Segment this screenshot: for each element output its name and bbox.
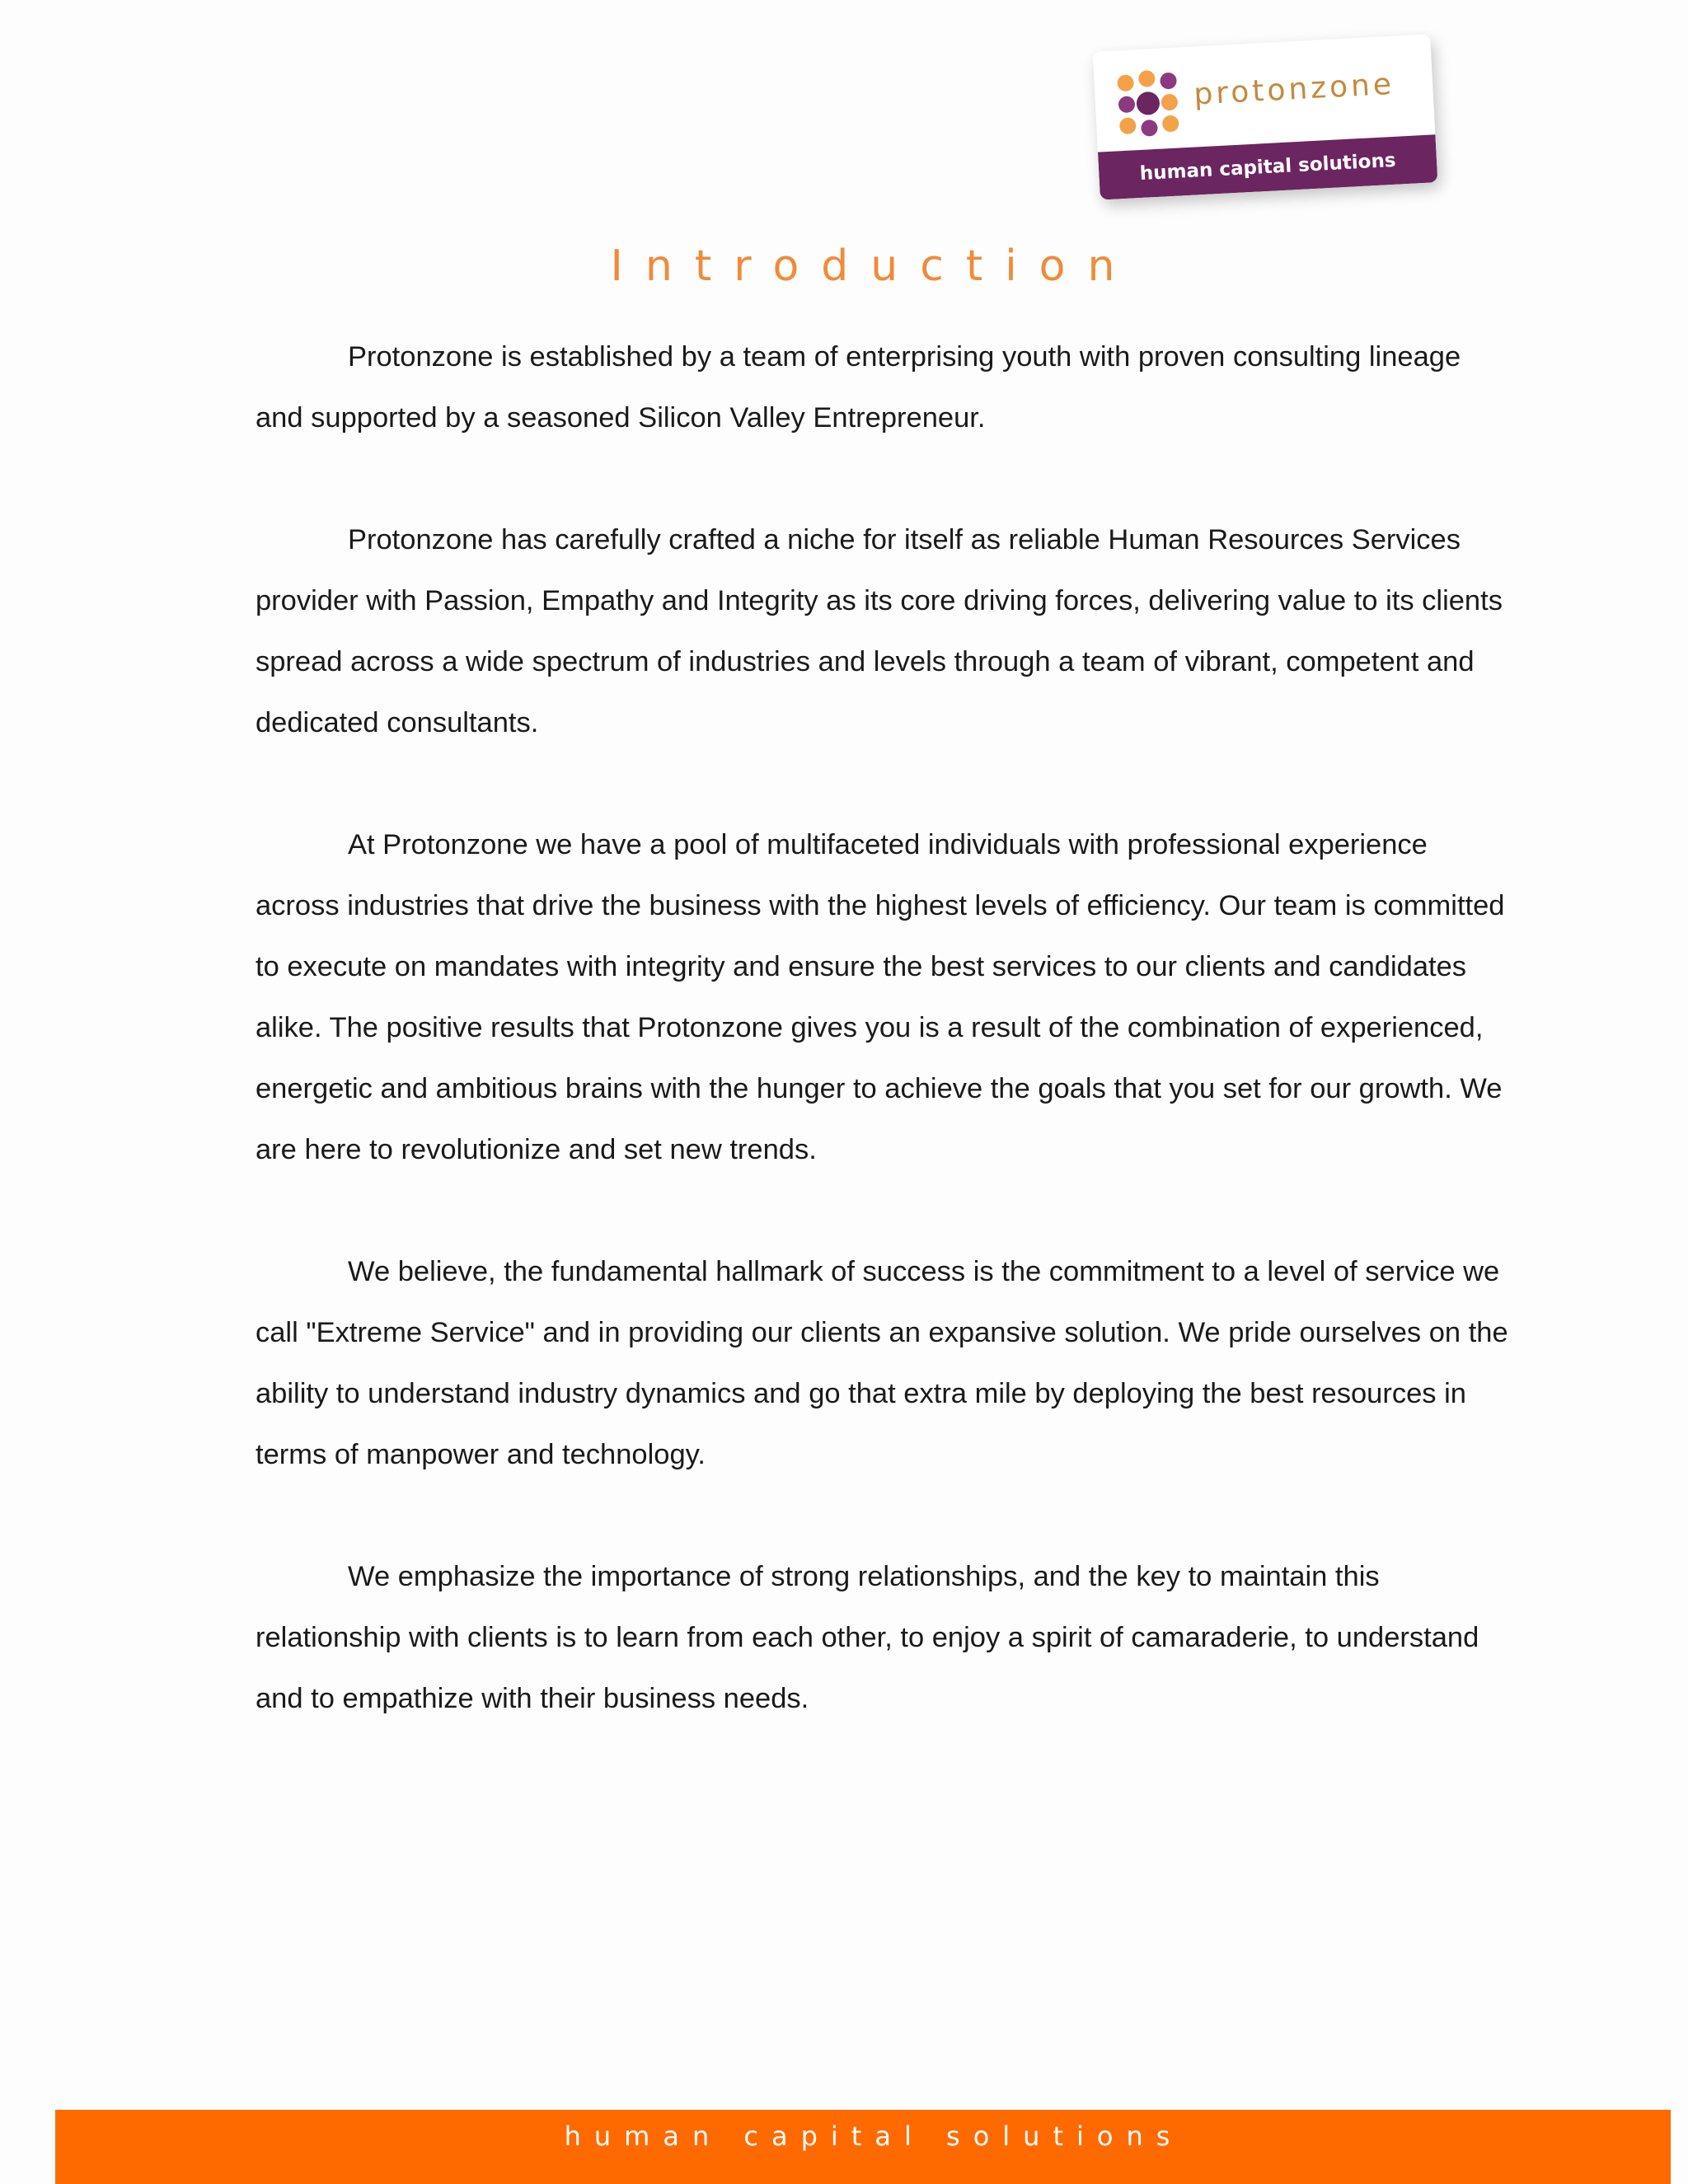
- body-text: [256, 326, 1508, 1790]
- paragraph: Protonzone is established by a team of enterprising youth with proven consulting lineage and supported by a seasoned Silicon Valley Entrepreneur.: [256, 341, 1461, 434]
- logo-tagline: human capital solutions: [1098, 134, 1437, 199]
- paragraph: At Protonzone we have a pool of multifaceted individuals with professional experience across industries that drive the business with the highest levels of efficiency. Our team is committed to execute on mandates with integrity and ensure the best services to our clients and candidates alike. The positive results that Protonzone gives you is a result of the combination of experienced, energetic and ambitious brains with the hunger to achieve the goals that you set for our growth. We are here to revolutionize and set new trends.: [256, 829, 1505, 1165]
- molecule-logo-icon: [1114, 68, 1183, 138]
- page-title: Introduction: [610, 241, 1137, 291]
- paragraph: We believe, the fundamental hallmark of success is the commitment to a level of service we call "Extreme Service" and in providing our clients an expansive solution. We pride ourselves on the ability to understand industry dynamics and go that extra mile by deploying the best resources in terms of manpower and technology.: [256, 1256, 1508, 1470]
- protonzone-logo: [1093, 34, 1438, 199]
- footer-tagline: human capital solutions: [564, 2121, 1184, 2152]
- paragraph: We emphasize the importance of strong relationships, and the key to maintain this relationship with clients is to learn from each other, to enjoy a spirit of camaraderie, to understand and to empathize with their business needs.: [256, 1561, 1479, 1714]
- paragraph: Protonzone has carefully crafted a niche for itself as reliable Human Resources Services provider with Passion, Empathy and Integrity as its core driving forces, delivering value to its clients spread across a wide spectrum of industries and levels through a team of vibrant, competent and dedicated consultants.: [256, 524, 1503, 738]
- logo-wordmark: protonzone: [1193, 67, 1395, 112]
